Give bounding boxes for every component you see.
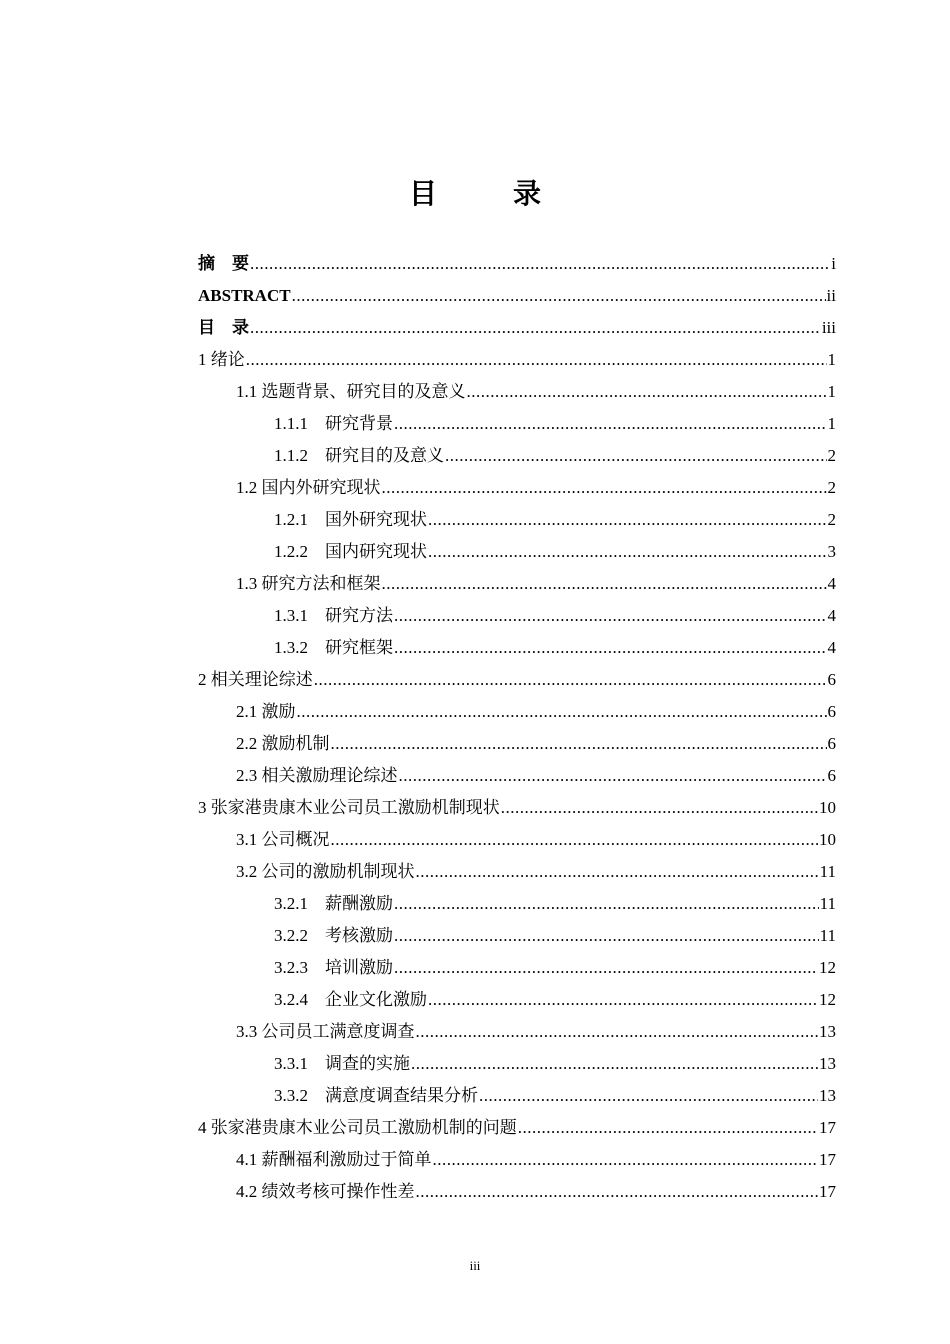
toc-entry-page-number: 11 bbox=[819, 894, 836, 913]
toc-entry-label: ABSTRACT bbox=[198, 286, 291, 305]
toc-entry[interactable] bbox=[198, 1112, 836, 1144]
toc-entry-page-number: 1 bbox=[827, 382, 836, 401]
toc-entry-page-number: 6 bbox=[827, 734, 836, 753]
dot-leader bbox=[445, 440, 827, 472]
dot-leader bbox=[411, 1048, 818, 1080]
toc-entry-page-number: 11 bbox=[819, 926, 836, 945]
toc-entry-label: 2.2 激励机制 bbox=[236, 734, 330, 753]
dot-leader bbox=[394, 408, 827, 440]
toc-entry[interactable] bbox=[198, 760, 836, 792]
dot-leader bbox=[394, 600, 827, 632]
dot-leader bbox=[331, 824, 819, 856]
dot-leader bbox=[382, 472, 827, 504]
toc-entry[interactable] bbox=[198, 888, 836, 920]
toc-entry[interactable] bbox=[198, 344, 836, 376]
toc-entry[interactable] bbox=[198, 472, 836, 504]
toc-entry-label: 2.1 激励 bbox=[236, 702, 296, 721]
dot-leader bbox=[394, 952, 818, 984]
dot-leader bbox=[292, 280, 826, 312]
toc-entry[interactable] bbox=[198, 792, 836, 824]
toc-entry-label: 3.2.3 培训激励 bbox=[274, 958, 393, 977]
toc-entry[interactable] bbox=[198, 952, 836, 984]
toc-entry-page-number: 17 bbox=[819, 1118, 836, 1137]
toc-entry-label: 1.1.1 研究背景 bbox=[274, 414, 393, 433]
toc-entry-page-number: 13 bbox=[819, 1086, 836, 1105]
toc-entry[interactable] bbox=[198, 408, 836, 440]
toc-entry-label: 3.2 公司的激励机制现状 bbox=[236, 862, 415, 881]
toc-entry-page-number: 1 bbox=[827, 350, 836, 369]
toc-entry-label: 1 绪论 bbox=[198, 350, 245, 369]
toc-entry[interactable] bbox=[198, 536, 836, 568]
toc-entry[interactable] bbox=[198, 1176, 836, 1208]
toc-entry[interactable] bbox=[198, 920, 836, 952]
toc-entry-label: 4.1 薪酬福利激励过于简单 bbox=[236, 1150, 432, 1169]
toc-entry-page-number: 4 bbox=[827, 638, 836, 657]
dot-leader bbox=[518, 1112, 818, 1144]
toc-entry-label: 3.2.4 企业文化激励 bbox=[274, 990, 427, 1009]
toc-entry-page-number: 12 bbox=[819, 958, 836, 977]
toc-entry-label: 2 相关理论综述 bbox=[198, 670, 313, 689]
toc-entry-page-number: 17 bbox=[819, 1182, 836, 1201]
toc-entry[interactable] bbox=[198, 600, 836, 632]
toc-entry-page-number: 2 bbox=[827, 478, 836, 497]
toc-entry-label: 1.2.2 国内研究现状 bbox=[274, 542, 427, 561]
toc-entry-page-number: 4 bbox=[827, 574, 836, 593]
toc-entry[interactable] bbox=[198, 664, 836, 696]
toc-entry[interactable] bbox=[198, 312, 836, 344]
dot-leader bbox=[250, 312, 821, 344]
toc-entry-page-number: 13 bbox=[819, 1054, 836, 1073]
table-of-contents bbox=[198, 248, 836, 1208]
toc-entry-label: 3.3.1 调查的实施 bbox=[274, 1054, 410, 1073]
dot-leader bbox=[428, 536, 827, 568]
toc-entry[interactable] bbox=[198, 440, 836, 472]
dot-leader bbox=[501, 792, 818, 824]
toc-entry-label: 4.2 绩效考核可操作性差 bbox=[236, 1182, 415, 1201]
toc-entry[interactable] bbox=[198, 728, 836, 760]
toc-entry[interactable] bbox=[198, 632, 836, 664]
dot-leader bbox=[416, 1016, 819, 1048]
toc-entry[interactable] bbox=[198, 1144, 836, 1176]
dot-leader bbox=[399, 760, 827, 792]
toc-entry[interactable] bbox=[198, 248, 836, 280]
toc-entry-label: 3.3 公司员工满意度调查 bbox=[236, 1022, 415, 1041]
toc-entry[interactable] bbox=[198, 376, 836, 408]
toc-entry-page-number: 6 bbox=[827, 702, 836, 721]
dot-leader bbox=[331, 728, 827, 760]
toc-entry-label: 3.3.2 满意度调查结果分析 bbox=[274, 1086, 478, 1105]
toc-entry-label: 4 张家港贵康木业公司员工激励机制的问题 bbox=[198, 1118, 517, 1137]
dot-leader bbox=[314, 664, 827, 696]
dot-leader bbox=[394, 920, 819, 952]
toc-entry-page-number: 10 bbox=[819, 830, 836, 849]
toc-entry[interactable] bbox=[198, 1080, 836, 1112]
toc-entry-page-number: 12 bbox=[819, 990, 836, 1009]
dot-leader bbox=[416, 856, 819, 888]
toc-entry-label: 3.2.2 考核激励 bbox=[274, 926, 393, 945]
toc-entry-label: 3.1 公司概况 bbox=[236, 830, 330, 849]
dot-leader bbox=[250, 248, 830, 280]
toc-entry[interactable] bbox=[198, 280, 836, 312]
toc-entry-label: 1.2.1 国外研究现状 bbox=[274, 510, 427, 529]
dot-leader bbox=[479, 1080, 818, 1112]
toc-entry[interactable] bbox=[198, 568, 836, 600]
dot-leader bbox=[428, 984, 818, 1016]
toc-entry[interactable] bbox=[198, 1016, 836, 1048]
toc-entry[interactable] bbox=[198, 1048, 836, 1080]
dot-leader bbox=[394, 632, 827, 664]
toc-entry-label: 1.1 选题背景、研究目的及意义 bbox=[236, 382, 466, 401]
toc-entry[interactable] bbox=[198, 824, 836, 856]
toc-entry[interactable] bbox=[198, 984, 836, 1016]
toc-entry-label: 1.3 研究方法和框架 bbox=[236, 574, 381, 593]
toc-entry-label: 3.2.1 薪酬激励 bbox=[274, 894, 393, 913]
toc-entry-page-number: 1 bbox=[827, 414, 836, 433]
toc-entry-page-number: i bbox=[831, 254, 836, 273]
toc-entry-page-number: 11 bbox=[819, 862, 836, 881]
toc-entry-page-number: 4 bbox=[827, 606, 836, 625]
dot-leader bbox=[297, 696, 827, 728]
dot-leader bbox=[394, 888, 819, 920]
dot-leader bbox=[428, 504, 827, 536]
toc-entry-page-number: iii bbox=[821, 318, 836, 337]
page-number-footer: iii bbox=[469, 1258, 481, 1273]
toc-entry-page-number: 6 bbox=[827, 670, 836, 689]
toc-entry-label: 3 张家港贵康木业公司员工激励机制现状 bbox=[198, 798, 500, 817]
dot-leader bbox=[416, 1176, 819, 1208]
toc-entry-label: 目 录 bbox=[198, 318, 249, 337]
toc-entry[interactable] bbox=[198, 696, 836, 728]
dot-leader bbox=[246, 344, 827, 376]
toc-entry-page-number: 2 bbox=[827, 446, 836, 465]
toc-entry-label: 1.1.2 研究目的及意义 bbox=[274, 446, 444, 465]
page-title: 目 录 bbox=[408, 177, 565, 210]
dot-leader bbox=[467, 376, 827, 408]
toc-entry-page-number: ii bbox=[826, 286, 836, 305]
dot-leader bbox=[433, 1144, 819, 1176]
toc-entry[interactable] bbox=[198, 504, 836, 536]
toc-entry-page-number: 10 bbox=[819, 798, 836, 817]
toc-entry-label: 摘 要 bbox=[198, 254, 249, 273]
toc-entry-label: 1.2 国内外研究现状 bbox=[236, 478, 381, 497]
toc-entry[interactable] bbox=[198, 856, 836, 888]
toc-entry-page-number: 13 bbox=[819, 1022, 836, 1041]
dot-leader bbox=[382, 568, 827, 600]
toc-entry-label: 2.3 相关激励理论综述 bbox=[236, 766, 398, 785]
toc-entry-page-number: 2 bbox=[827, 510, 836, 529]
toc-entry-page-number: 3 bbox=[827, 542, 836, 561]
toc-entry-label: 1.3.1 研究方法 bbox=[274, 606, 393, 625]
toc-entry-label: 1.3.2 研究框架 bbox=[274, 638, 393, 657]
toc-entry-page-number: 17 bbox=[819, 1150, 836, 1169]
toc-entry-page-number: 6 bbox=[827, 766, 836, 785]
